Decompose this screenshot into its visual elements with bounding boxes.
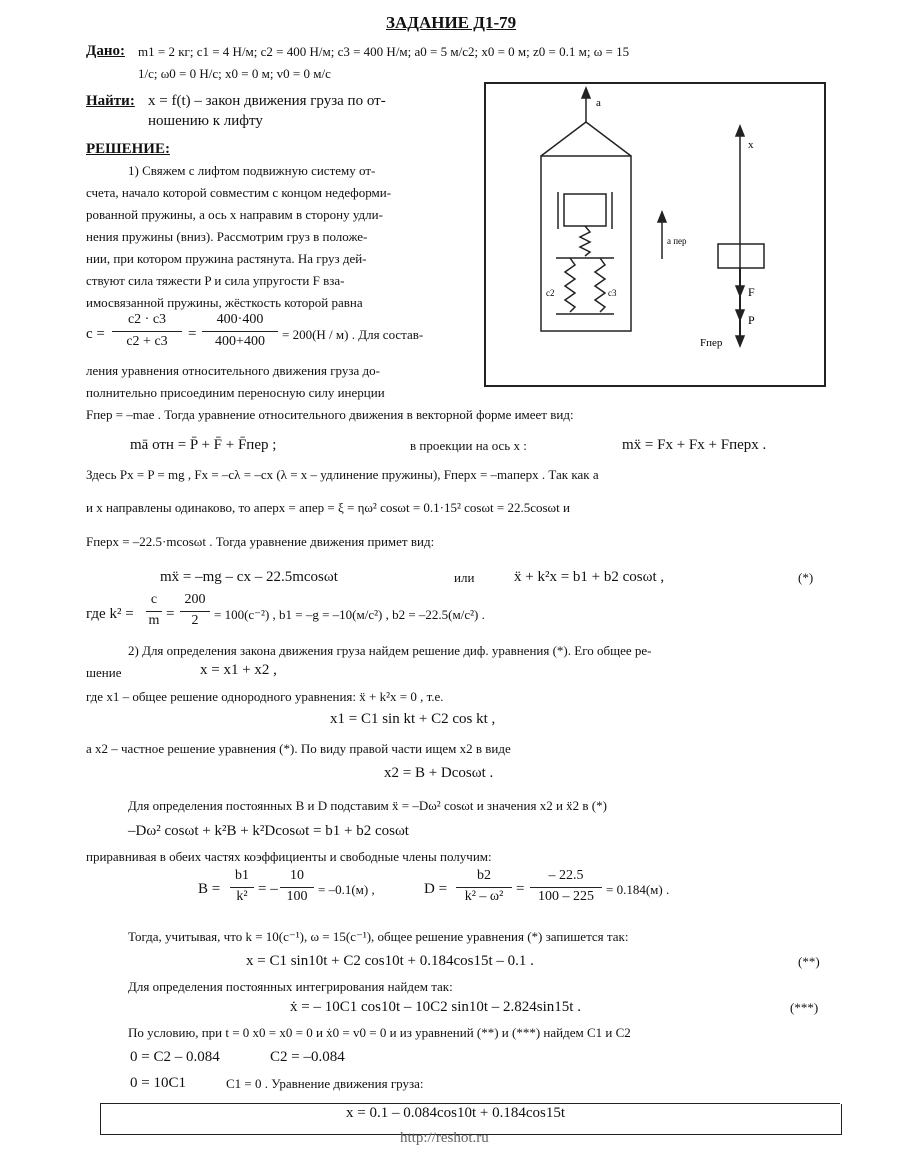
p1-line-4: нии, при котором пружина растянута. На груз дей- — [86, 251, 367, 266]
formula-c-num2: 400·400 — [216, 312, 264, 327]
bd-B-eq: = – — [258, 881, 278, 897]
given-line-1: m1 = 2 кг; c1 = 4 Н/м; c2 = 400 Н/м; c3 = 400 Н/м; a0 = 5 м/с2; x0 = 0 м; z0 = 0.1 м; ω = 15 — [138, 44, 630, 59]
bd-B-result: = –0.1(м) , — [318, 882, 375, 897]
bd-B-num: b1 — [235, 868, 249, 883]
formula-c-num1: c2 · c3 — [127, 312, 167, 327]
formula-c-den1: c2 + c3 — [126, 334, 168, 349]
p3-line-c: Fперx = –22.5·mcosωt . Тогда уравнение движения примет вид: — [86, 534, 435, 549]
p5-line-c: x = x1 + x2 , — [200, 662, 277, 678]
p1-line-0: 1) Свяжем с лифтом подвижную систему от- — [128, 163, 376, 178]
label-a: a — [596, 97, 601, 109]
eq2-mid: или — [454, 570, 475, 585]
spring-c3 — [595, 258, 605, 312]
eq2-left: mẍ = –mg – cx – 22.5mcosωt — [160, 569, 338, 585]
bd-D: D = — [424, 881, 448, 897]
force-Fper-head — [736, 336, 744, 346]
formula-c-den2: 400+400 — [215, 334, 265, 349]
formula-c-eq: = — [188, 326, 197, 342]
label-x: x — [748, 139, 754, 151]
p3-line-b: и x направлены одинаково, то aперx = aпер = ξ = ηω² cosωt = 0.1·15² cosωt = 22.5cosωt и — [86, 500, 570, 515]
find-text: x = f(t) – закон движения груза по от- — [148, 93, 386, 109]
final-answer: x = 0.1 – 0.084cos10t + 0.184cos15t — [346, 1105, 565, 1121]
eq1-mid: в проекции на ось x : — [410, 438, 527, 453]
force-F-head — [736, 286, 744, 296]
frac-bar — [112, 331, 182, 332]
p7-line-b: x = C1 sin10t + C2 cos10t + 0.184cos15t – 0.1 . — [246, 953, 534, 969]
frac-bar — [230, 887, 254, 888]
p4-frac-den-2: 2 — [191, 613, 199, 628]
p3-line-a: Здесь Px = P = mg , Fx = –cλ = –cx (λ = x – удлинение пружины), Fперx = –maперx . Так как a — [86, 467, 599, 482]
frac-bar — [280, 887, 314, 888]
p7-line-a: Тогда, учитывая, что k = 10(c⁻¹), ω = 15(c⁻¹), общее решение уравнения (*) запишется так: — [128, 929, 629, 944]
bd-B-den-2: 100 — [286, 889, 308, 904]
formula-c-result: = 200(Н / м) . Для состав- — [282, 327, 424, 342]
p8-line-b: ẋ = – 10C1 cos10t – 10C2 sin10t – 2.824sin15t . — [290, 999, 581, 1015]
frac-bar — [146, 611, 162, 612]
p2-line-a: ления уравнения относительного движения груза до- — [86, 363, 380, 378]
p8-line-a: Для определения постоянных интегрирования найдем так: — [128, 979, 453, 994]
bd-D-num-2: – 22.5 — [548, 868, 584, 883]
p8-tag: (***) — [790, 1000, 819, 1015]
p1-line-1: счета, начало которой совместим с концом недеформи- — [86, 185, 392, 200]
x-axis-arrow — [736, 126, 744, 136]
label-c2: c2 — [546, 288, 555, 298]
p5-line-e: x1 = C1 sin kt + C2 cos kt , — [330, 711, 496, 727]
eq1-right: mẍ = Fx + Fx + Fперx . — [622, 437, 767, 453]
bd-D-den: k² – ω² — [464, 889, 504, 904]
find-text-2: ношению к лифту — [148, 113, 263, 129]
bd-B-den: k² — [236, 889, 248, 904]
frac-bar — [530, 887, 602, 888]
p2-line-b: полнительно присоединим переносную силу инерции — [86, 385, 385, 400]
bd-D-eq: = — [516, 881, 525, 897]
a-per-arrow-head — [658, 212, 666, 222]
frac-bar — [180, 611, 210, 612]
bd-B-num-2: 10 — [290, 868, 304, 883]
cable-arrow — [582, 88, 590, 98]
p1-line-3: нения пружины (вниз). Рассмотрим груз в положе- — [86, 229, 368, 244]
label-c3: c3 — [608, 288, 617, 298]
given-line-2: 1/с; ω0 = 0 Н/с; x0 = 0 м; v0 = 0 м/с — [138, 66, 331, 81]
hanger-left — [541, 122, 586, 156]
mechanism-figure — [484, 82, 826, 387]
p9-line-b1: 0 = C2 – 0.084 — [130, 1049, 220, 1065]
bd-D-den-2: 100 – 225 — [538, 889, 594, 904]
p9-line-c2: C1 = 0 . Уравнение движения груза: — [226, 1076, 424, 1091]
find-label: Найти: — [86, 93, 135, 109]
eq1-left: mā отн = P̄ + F̄ + F̄пер ; — [130, 437, 277, 453]
formula-c-left: c = — [86, 326, 105, 342]
given-label: Дано: — [86, 43, 125, 59]
frac-bar — [456, 887, 512, 888]
solution-label: РЕШЕНИЕ: — [86, 141, 170, 157]
bd-D-result: = 0.184(м) . — [606, 882, 670, 897]
page-title: ЗАДАНИЕ Д1-79 — [386, 13, 517, 32]
label-Fper: Fпер — [700, 337, 723, 349]
free-body-load — [718, 244, 764, 268]
p4-rest: = 100(c⁻²) , b1 = –g = –10(м/с²) , b2 = –22.5(м/с²) . — [214, 607, 485, 622]
hanger-right — [586, 122, 631, 156]
p5-line-g: x2 = B + Dcosωt . — [384, 765, 494, 781]
p6-line-a: Для определения постоянных B и D подставим ẍ = –Dω² cosωt и значения x2 и ẍ2 в (*) — [128, 798, 607, 813]
p4-frac-den: m — [148, 613, 160, 628]
p6-line-c: приравнивая в обеих частях коэффициенты и свободные члены получим: — [86, 849, 492, 864]
eq2-tag: (*) — [798, 570, 814, 585]
eq2-right: ẍ + k²x = b1 + b2 cosωt , — [514, 569, 665, 585]
figure-drawing — [486, 84, 828, 389]
p9-line-a: По условию, при t = 0 x0 = x0 = 0 и ẋ0 = v0 = 0 и из уравнений (**) и (***) найдем C1 и C2 — [128, 1025, 631, 1040]
p5-line-b: шение — [86, 665, 122, 680]
spring-c2 — [565, 258, 575, 312]
p4-left: где k² = — [86, 606, 134, 622]
p4-frac-num: c — [150, 592, 158, 607]
p7-tag: (**) — [798, 954, 820, 969]
p9-line-b2: C2 = –0.084 — [270, 1049, 345, 1065]
inner-load-block — [564, 194, 606, 226]
label-P: P — [748, 313, 755, 327]
bd-B: B = — [198, 881, 221, 897]
spring-c1 — [580, 226, 590, 256]
p1-line-6: имосвязанной пружины, жёсткость которой равна — [86, 295, 363, 310]
p5-line-a: 2) Для определения закона движения груза найдем решение диф. уравнения (*). Его общее ре- — [128, 643, 652, 658]
p4-frac-num-2: 200 — [184, 592, 206, 607]
p9-line-c1: 0 = 10C1 — [130, 1075, 186, 1091]
label-a-per: a пер — [667, 236, 687, 246]
frac-bar — [202, 331, 278, 332]
label-F: F — [748, 285, 755, 299]
footer-link[interactable]: http://reshot.ru — [400, 1130, 489, 1146]
p6-line-b: –Dω² cosωt + k²B + k²Dcosωt = b1 + b2 cosωt — [128, 823, 409, 839]
p1-line-5: ствуют сила тяжести P и сила упругости F вза- — [86, 273, 345, 288]
force-P-head — [736, 310, 744, 320]
p4-eq: = — [166, 606, 175, 622]
bd-D-num: b2 — [477, 868, 491, 883]
p5-line-f: а x2 – частное решение уравнения (*). По виду правой части ищем x2 в виде — [86, 741, 511, 756]
p2-line-c: Fпер = –mаe . Тогда уравнение относительного движения в векторной форме имеет вид: — [86, 407, 574, 422]
p1-line-2: рованной пружины, а ось x направим в сторону удли- — [86, 207, 383, 222]
p5-line-d: где x1 – общее решение однородного уравнения: ẍ + k²x = 0 , т.е. — [86, 689, 444, 704]
